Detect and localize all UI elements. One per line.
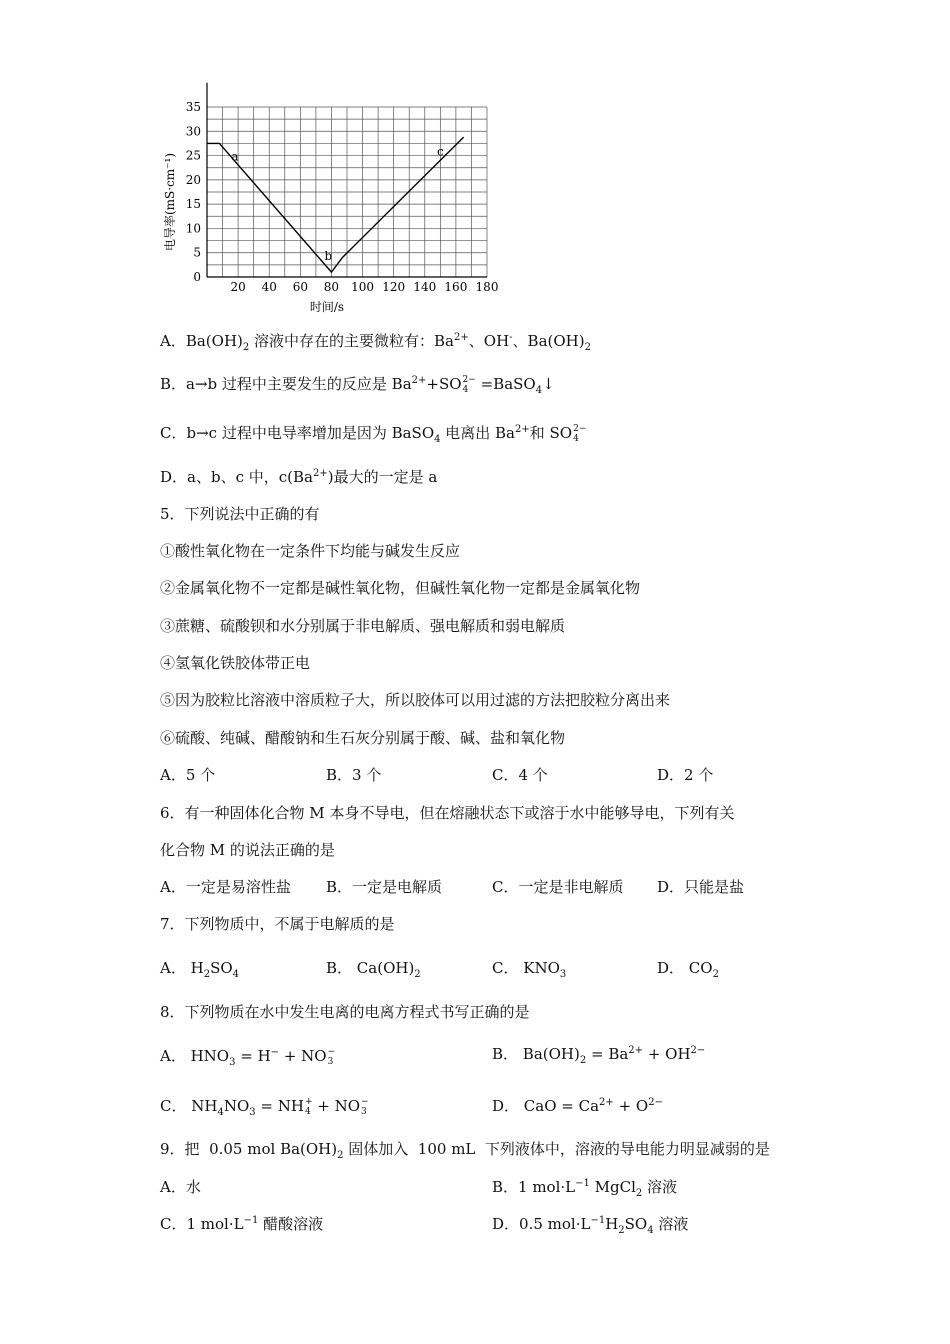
chart-annotations [231,145,444,263]
x-tick-labels [230,280,498,294]
q6-option-c: C．一定是非电解质 [492,878,624,896]
q5-item-2: ②金属氧化物不一定都是碱性氧化物，但碱性氧化物一定都是金属氧化物 [160,579,641,597]
q9-stem: 9．把 0.05 mol $Ba(OH)_2$ 固体加入 100 mL 下列液体中，溶液的导电能力明显减弱的是 [160,1140,770,1161]
q9-option-a: A．水 [160,1178,201,1196]
chart-series [207,137,464,272]
x-tick-label: 180 [475,280,499,294]
q5-item-6: ⑥硫酸、纯碱、醋酸钠和生石灰分别属于酸、碱、盐和氧化物 [160,729,566,747]
point-label-c: c [436,144,444,159]
y-tick-label: 0 [193,270,201,284]
q4-option-a: A．$Ba(OH)_2$ 溶液中存在的主要微粒有：$Ba^{2+}$、OH-、$Ba(OH)_2$ [160,332,591,353]
q5-item-1: ①酸性氧化物在一定条件下均能与碱发生反应 [160,542,461,560]
q6-stem-line1: 6．有一种固体化合物 M 本身不导电，但在熔融状态下或溶于水中能够导电，下列有关 [160,804,735,822]
x-tick-label: 60 [292,280,308,294]
q5-item-3: ③蔗糖、硫酸钡和水分别属于非电解质、强电解质和弱电解质 [160,617,566,635]
q5-item-5: ⑤因为胶粒比溶液中溶质粒子大，所以胶体可以用过滤的方法把胶粒分离出来 [160,691,671,709]
y-tick-labels [186,100,201,284]
conductivity-chart [160,75,520,315]
q7-option-c: C． $KNO_3$ [492,959,567,980]
point-label-b: b [324,249,333,263]
q5-option-a: A．5 个 [160,766,216,784]
y-tick-label: 5 [193,245,201,260]
q5-stem: 5．下列说法中正确的有 [160,505,320,523]
chart-grid [207,107,487,277]
y-tick-label: 30 [185,124,201,139]
x-tick-label: 80 [323,280,340,294]
q8-option-d: D． CaO = $Ca^{2+} + O^{2-}$ [492,1097,663,1115]
x-tick-label: 100 [351,280,375,294]
y-tick-label: 25 [185,148,201,163]
q8-option-c: C． $NH_4NO_3$ = NH + 4 + NO − 3 [160,1097,369,1118]
q5-item-4: ④氢氧化铁胶体带正电 [160,654,311,672]
y-tick-label: 20 [185,172,201,187]
q6-option-b: B．一定是电解质 [326,878,443,896]
q9-option-d: D．0.5 $mol\cdot L^{-1}H_2SO_4$ 溶液 [492,1215,689,1236]
q8-option-b: B． $Ba(OH)_2 = Ba^{2+} + OH^{2-}$ [492,1045,706,1066]
q7-option-b: B． $Ca(OH)_2$ [326,959,421,980]
q6-stem-line2: 化合物 M 的说法正确的是 [160,841,335,859]
q7-stem: 7．下列物质中，不属于电解质的是 [160,915,395,933]
q4-option-d: D．a、b、c 中，$c(Ba^{2+})$最大的一定是 a [160,468,438,486]
q4-option-b: B．a→b 过程中主要发生的反应是 $Ba^{2+}+SO$ 2− 4 =BaSO$_4$↓ [160,375,555,396]
y-tick-label: 35 [185,100,201,114]
q6-option-d: D．只能是盐 [657,878,745,896]
x-tick-label: 160 [444,280,468,294]
q9-option-b: B．1 $mol\cdot L^{-1}$ MgCl$_2$ 溶液 [492,1178,678,1199]
point-label-a: a [231,149,239,164]
y-tick-label: 10 [185,221,201,236]
x-tick-label: 40 [261,280,277,294]
y-axis-label: 电导率(mS·cm⁻¹) [163,152,177,252]
q5-option-b: B．3 个 [326,766,382,784]
q4-option-c: C．b→c 过程中电导率增加是因为 BaSO$_4$ 电离出 $Ba^{2+}$和 SO 2− 4 [160,424,587,445]
q5-option-d: D．2 个 [657,766,714,784]
x-axis-label: 时间/s [309,300,345,314]
q7-option-d: D． $CO_2$ [657,959,719,980]
q8-stem: 8．下列物质在水中发生电离的电离方程式书写正确的是 [160,1003,530,1021]
x-tick-label: 120 [382,280,406,294]
q5-option-c: C．4 个 [492,766,548,784]
y-tick-label: 15 [185,197,201,212]
q9-option-c: C．1 $mol\cdot L^{-1}$ 醋酸溶液 [160,1215,324,1233]
q8-option-a: A． $HNO_3 = H^-$ + NO − 3 [160,1047,336,1068]
q7-option-a: A． $H_2SO_4$ [160,959,240,980]
conductivity-line [207,137,464,272]
x-tick-label: 140 [413,280,437,294]
x-tick-label: 20 [230,280,246,294]
q6-option-a: A．一定是易溶性盐 [160,878,291,896]
